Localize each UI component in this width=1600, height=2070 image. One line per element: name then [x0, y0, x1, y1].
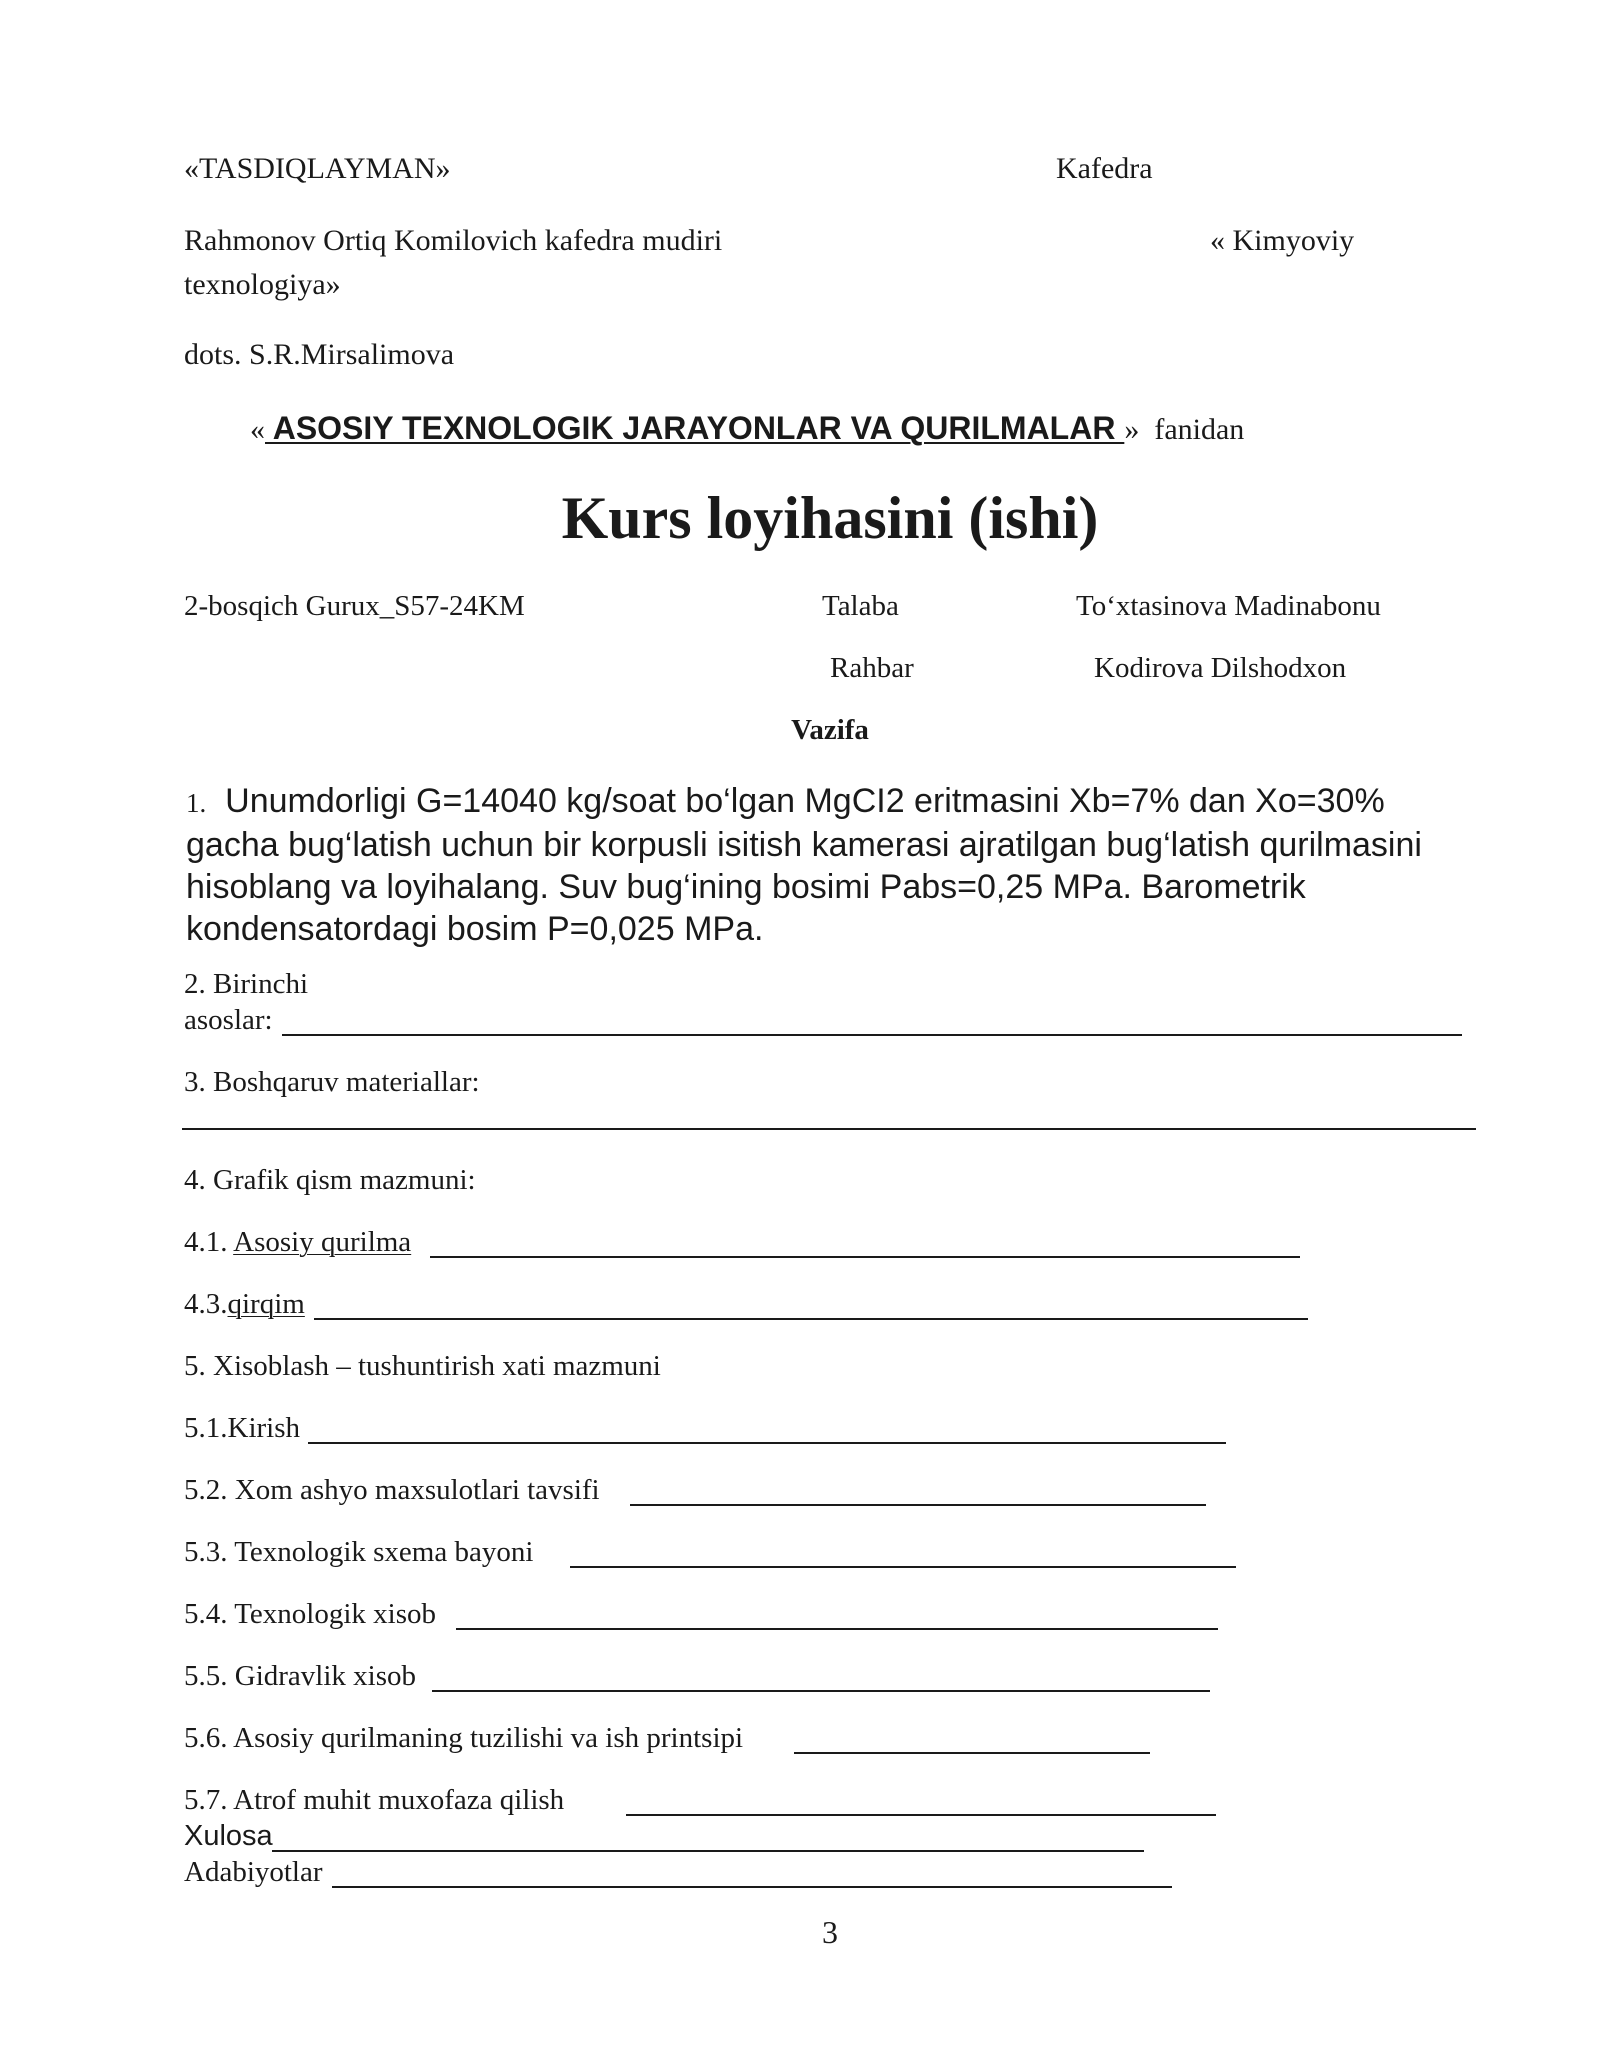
- item-5-1-blank-line: [308, 1442, 1226, 1444]
- item-4-label: 4. Grafik qism mazmuni:: [184, 1164, 476, 1196]
- item-4-3-number: 4.3.: [184, 1288, 228, 1320]
- references-blank-line: [332, 1886, 1172, 1888]
- group-info: 2-bosqich Gurux_S57-24KM: [184, 590, 525, 622]
- item-5-3-blank-line: [570, 1566, 1236, 1568]
- item-5-3-label: 5.3. Texnologik sxema bayoni: [184, 1536, 534, 1568]
- student-name: To‘xtasinova Madinabonu: [1076, 590, 1381, 622]
- subject-name: ASOSIY TEXNOLOGIK JARAYONLAR VA QURILMALAR: [265, 410, 1125, 446]
- item-5-1-label: 5.1.Kirish: [184, 1412, 300, 1444]
- kafedra-label: Kafedra: [1056, 152, 1153, 185]
- department-name-end: texnologiya»: [184, 268, 341, 301]
- item-4-3: [184, 1290, 305, 1319]
- item-5-2-label: 5.2. Xom ashyo maxsulotlari tavsifi: [184, 1474, 600, 1506]
- item-5-7-label: 5.7. Atrof muhit muxofaza qilish: [184, 1784, 565, 1816]
- supervisor-name: Kodirova Dilshodxon: [1094, 652, 1347, 684]
- references-label: Adabiyotlar: [184, 1856, 323, 1888]
- supervisor-label: Rahbar: [830, 652, 914, 684]
- page-number: 3: [822, 1914, 838, 1950]
- item-4-1-text: Asosiy qurilma: [233, 1226, 412, 1258]
- subject-quote-open: «: [250, 413, 265, 446]
- conclusion-label: Xulosa: [184, 1820, 273, 1852]
- task-heading: Vazifa: [791, 714, 869, 746]
- item-5-7-blank-line: [626, 1814, 1216, 1816]
- docent-name: dots. S.R.Mirsalimova: [184, 338, 455, 371]
- item-5-5-blank-line: [432, 1690, 1210, 1692]
- approver-name: Rahmonov Ortiq Komilovich kafedra mudiri: [184, 224, 723, 257]
- task-number: 1.: [186, 788, 207, 818]
- subject-suffix: fanidan: [1154, 413, 1245, 446]
- page-title: Kurs loyihasini (ishi): [561, 485, 1099, 551]
- item-2-line1: 2. Birinchi: [184, 968, 309, 1000]
- task-text: Unumdorligi G=14040 kg/soat bo‘lgan MgCI2 eritmasini Xb=7% dan Xo=30% gacha bug‘latish uchun bir korpusli isitish kamerasi ajratilgan bug‘latish qurilmasini hisoblang va loyihalang. Suv bug‘ining bosimi Pabs=0,25 MPa. Barometrik kondensatordagi bosim P=0,025 MPa.: [186, 782, 1422, 948]
- task-paragraph: [186, 780, 1446, 950]
- item-4-3-text: qirqim: [227, 1288, 305, 1320]
- student-label: Talaba: [822, 590, 899, 622]
- item-4-1-number: 4.1.: [184, 1226, 228, 1258]
- subject-quote-close: »: [1124, 413, 1140, 446]
- department-name-start: « Kimyoviy: [1210, 224, 1355, 257]
- item-3-label: 3. Boshqaruv materiallar:: [184, 1066, 480, 1098]
- item-5-4-blank-line: [456, 1628, 1218, 1630]
- item-4-1-blank-line: [430, 1256, 1300, 1258]
- approval-heading: «TASDIQLAYMAN»: [184, 152, 451, 185]
- conclusion-blank-line: [272, 1850, 1144, 1852]
- item-4-3-blank-line: [314, 1318, 1308, 1320]
- item-5-5-label: 5.5. Gidravlik xisob: [184, 1660, 416, 1692]
- item-3-blank-line: [182, 1128, 1476, 1130]
- item-2-line2: asoslar:: [184, 1004, 273, 1036]
- item-5-6-label: 5.6. Asosiy qurilmaning tuzilishi va ish printsipi: [184, 1722, 744, 1754]
- item-4-1: [184, 1228, 411, 1257]
- subject-line: [250, 410, 1244, 447]
- item-2-blank-line: [282, 1034, 1462, 1036]
- item-5-2-blank-line: [630, 1504, 1206, 1506]
- item-5-4-label: 5.4. Texnologik xisob: [184, 1598, 436, 1630]
- item-5-label: 5. Xisoblash – tushuntirish xati mazmuni: [184, 1350, 661, 1382]
- item-5-6-blank-line: [794, 1752, 1150, 1754]
